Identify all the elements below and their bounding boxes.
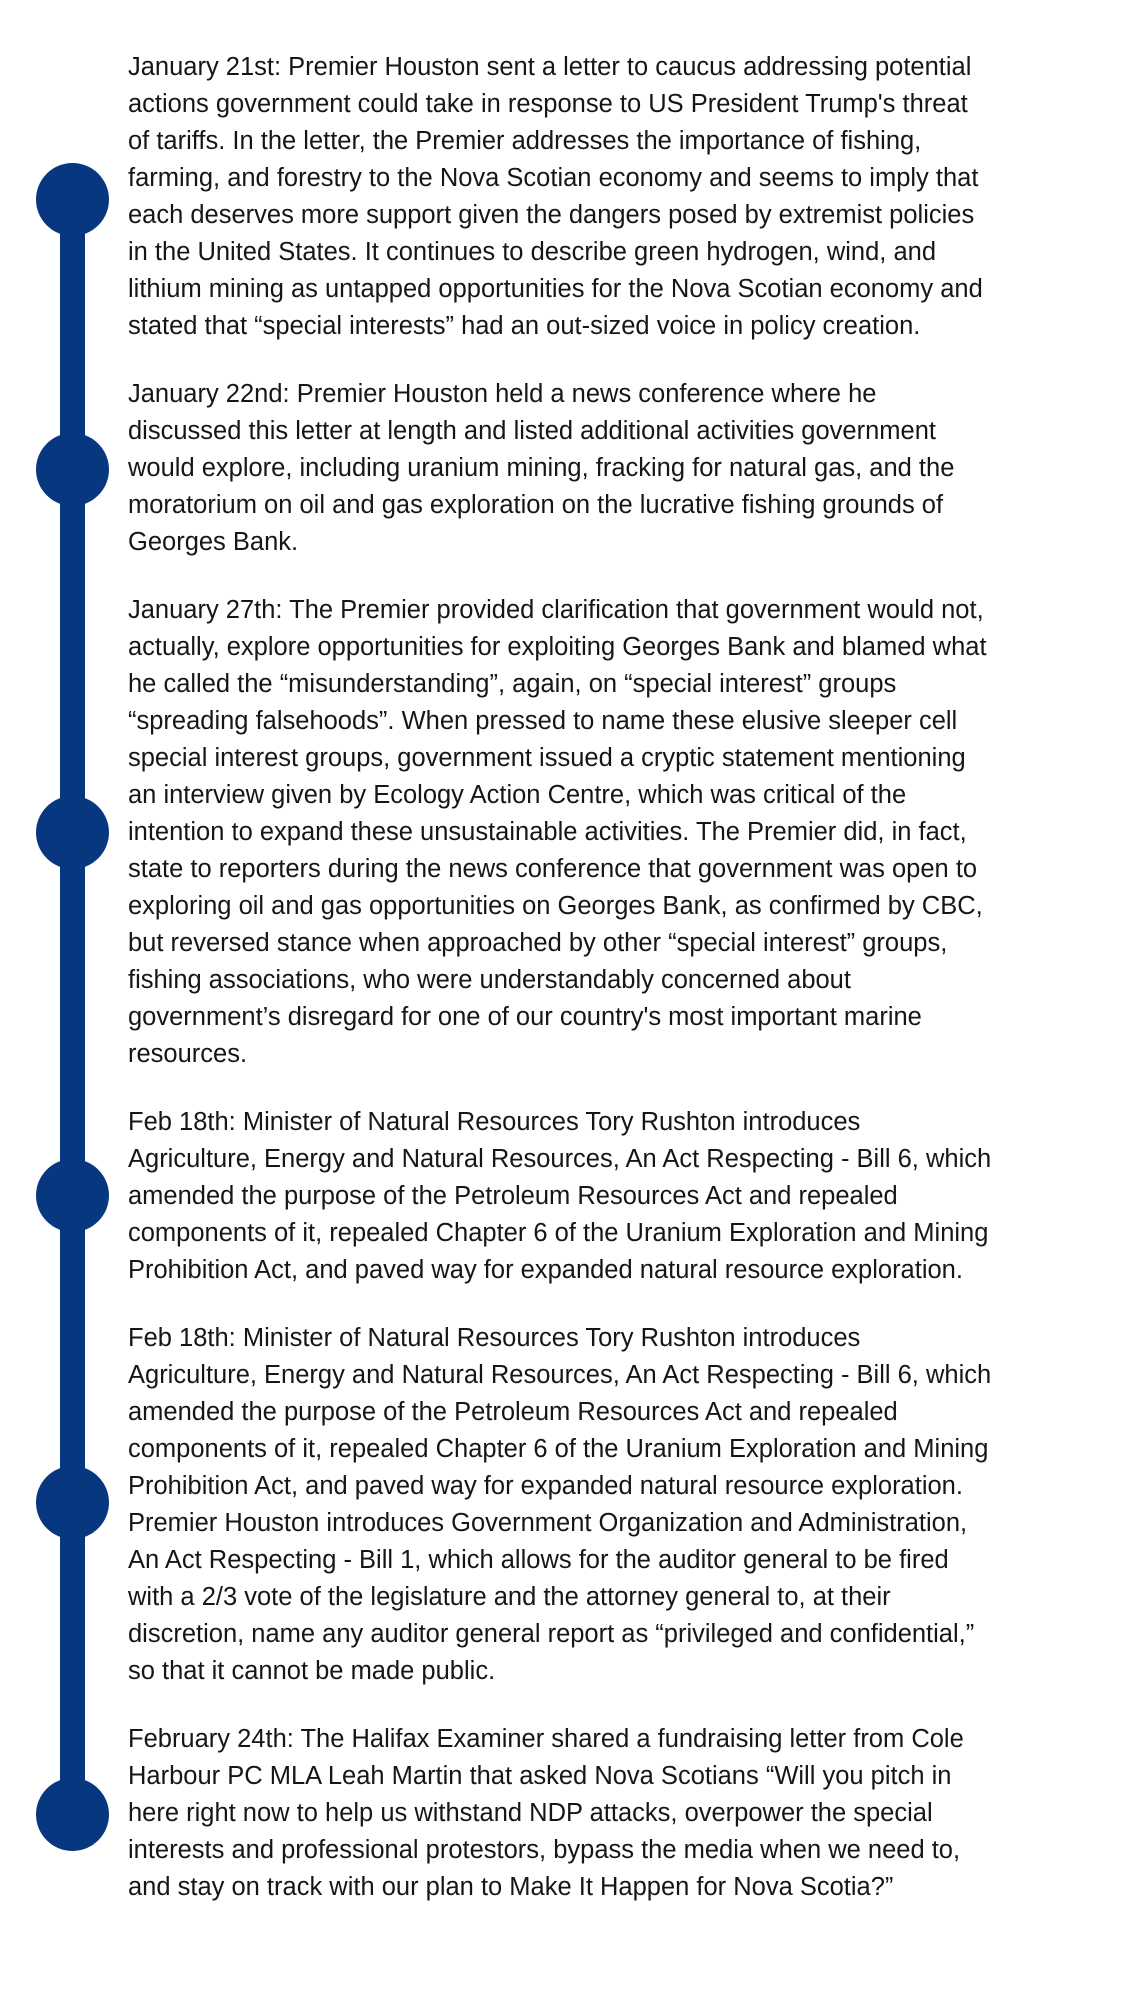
timeline-entry-january-27: January 27th: The Premier provided clarification that government would not, actually, explore opportunities for exploiting Georges Bank and blamed what he called the “misunderstanding”, again, on “special interest” groups “spreading falsehoods”. When pressed to name these elusive sleeper cell special interest groups, government issued a cryptic statement mentioning an interview given by Ecology Action Centre, which was critical of the intention to expand these unsustainable activities. The Premier did, in fact, state to reporters during the news conference that government was open to exploring oil and gas opportunities on Georges Bank, as confirmed by CBC, but reversed stance when approached by other “special interest” groups, fishing associations, who were understandably concerned about government’s disregard for one of our country's most important marine resources. (128, 596, 987, 1068)
timeline-entry-feb-18-bills: Feb 18th: Minister of Natural Resources Tory Rushton introduces Agriculture, Energy and Natural Resources, An Act Respecting - Bill 6, which amended the purpose of the Petroleum Resources Act and repealed components of it, repealed Chapter 6 of the Uranium Exploration and Mining Prohibition Act, and paved way for expanded natural resource exploration. Premier Houston introduces Government Organization and Administration, An Act Respecting - Bill 1, which allows for the auditor general to be fired with a 2/3 vote of the legislature and the attorney general to, at their discretion, name any auditor general report as “privileged and confidential,” so that it cannot be made public. (128, 1324, 992, 1685)
timeline-dot (36, 1466, 109, 1539)
timeline-dot (36, 433, 109, 506)
timeline-entry-feb-18: Feb 18th: Minister of Natural Resources Tory Rushton introduces Agriculture, Energy and Natural Resources, An Act Respecting - Bill 6, which amended the purpose of the Petroleum Resources Act and repealed components of it, repealed Chapter 6 of the Uranium Exploration and Mining Prohibition Act, and paved way for expanded natural resource exploration. (128, 1108, 992, 1284)
timeline-entry-january-22: January 22nd: Premier Houston held a news conference where he discussed this letter at length and listed additional activities government would explore, including uranium mining, fracking for natural gas, and the moratorium on oil and gas exploration on the lucrative fishing grounds of Georges Bank. (128, 380, 955, 556)
timeline-dot (36, 796, 109, 869)
timeline-dot (36, 1778, 109, 1851)
timeline-dot (36, 163, 109, 236)
timeline-entry-february-24: February 24th: The Halifax Examiner shared a fundraising letter from Cole Harbour PC MLA Leah Martin that asked Nova Scotians “Will you pitch in here right now to help us withstand NDP attacks, overpower the special interests and professional protestors, bypass the media when we need to, and stay on track with our plan to Make It Happen for Nova Scotia?” (128, 1725, 964, 1901)
timeline-entries (128, 49, 1098, 1937)
timeline-entry-january-21: January 21st: Premier Houston sent a letter to caucus addressing potential actions government could take in response to US President Trump's threat of tariffs. In the letter, the Premier addresses the importance of fishing, farming, and forestry to the Nova Scotian economy and seems to imply that each deserves more support given the dangers posed by extremist policies in the United States. It continues to describe green hydrogen, wind, and lithium mining as untapped opportunities for the Nova Scotian economy and stated that “special interests” had an out-sized voice in policy creation. (128, 53, 983, 340)
timeline-dot (36, 1159, 109, 1232)
